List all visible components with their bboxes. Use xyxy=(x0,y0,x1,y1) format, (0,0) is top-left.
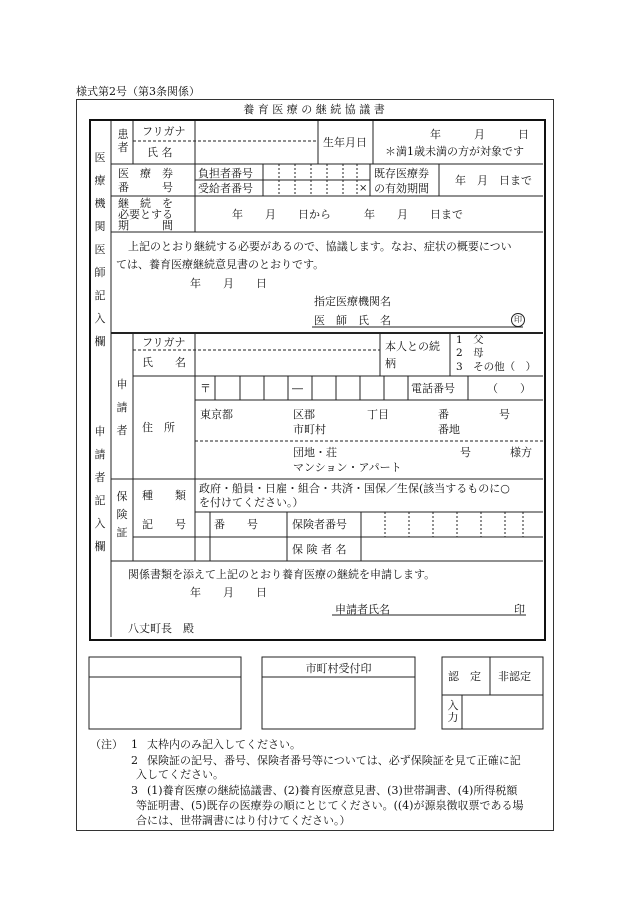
insurance-type-options[interactable]: 政府・船員・日雇・組合・共済・国保／生保(該当するものに○ xyxy=(199,482,510,495)
address-chome: 丁目 xyxy=(367,408,389,421)
patient-furigana-field[interactable] xyxy=(196,122,317,140)
applicant-furigana-field[interactable] xyxy=(196,334,379,349)
applicant-furigana-label: フリガナ xyxy=(142,336,186,349)
phone-value[interactable]: （ ） xyxy=(487,382,531,395)
addressee: 八丈町長 殿 xyxy=(128,622,194,635)
period-label-3: 期 間 xyxy=(118,219,173,232)
existing-ticket-label-2: の有効期間 xyxy=(374,182,429,195)
note-line: 等証明書、(5)既存の医療券の順にとじてください。((4)が源泉徴収票である場 xyxy=(136,799,524,812)
address-mansion: マンション・アパート xyxy=(293,461,402,474)
insurance-label: 保険証 xyxy=(116,490,128,539)
reject-label[interactable]: 非認定 xyxy=(498,670,531,683)
doctor-section-side-label: 医療機関医師記入欄 xyxy=(94,151,106,348)
note-number: 1 xyxy=(131,738,138,751)
ticket-label-2: 番 号 xyxy=(118,181,173,194)
note-number: 3 xyxy=(131,784,138,797)
patient-name-label: 氏 名 xyxy=(147,146,173,159)
applicant-signature-label: 申請者氏名 xyxy=(335,603,390,616)
insurance-number-label: 番 号 xyxy=(214,518,258,531)
note-number: 2 xyxy=(131,754,138,767)
insurer-number-label: 保険者番号 xyxy=(292,518,347,531)
payer-number-label: 負担者番号 xyxy=(198,167,253,180)
address-prefecture: 東京都 xyxy=(200,408,233,421)
phone-label: 電話番号 xyxy=(411,382,455,395)
period-label-1: 継 続 を xyxy=(118,197,173,210)
patient-label: 患者 xyxy=(117,128,129,154)
input-label: 入力 xyxy=(447,699,459,724)
reception-stamp-label: 市町村受付印 xyxy=(305,662,372,675)
period-value[interactable]: 年 月 日から 年 月 日まで xyxy=(232,208,463,221)
relation-label-2: 柄 xyxy=(385,357,396,370)
relation-option-father[interactable]: 1 父 xyxy=(456,334,484,346)
dob-note: ＊満1歳未満の方が対象です xyxy=(385,145,524,158)
request-text: 関係書類を添えて上記のとおり養育医療の継続を申請します。 xyxy=(128,568,436,581)
patient-name-field[interactable] xyxy=(196,142,317,163)
postal-mark: 〒 xyxy=(200,382,211,395)
insurance-type-label: 種 類 xyxy=(142,489,186,502)
address-municipality: 市町村 xyxy=(293,423,326,436)
address-banchi: 番地 xyxy=(438,423,460,436)
insurer-number-field[interactable] xyxy=(362,513,542,536)
doctor-seal-mark: 印 xyxy=(511,313,525,327)
relation-option-other[interactable]: 3 その他（ ） xyxy=(456,361,537,373)
dob-value[interactable]: 年 月 日 xyxy=(430,128,529,141)
note-line: 太枠内のみ記入してください。 xyxy=(147,738,301,751)
doctor-statement-2: ては、養育医療継続意見書のとおりです。 xyxy=(116,258,325,271)
approve-label[interactable]: 認 定 xyxy=(448,670,481,683)
notes-prefix: （注） xyxy=(90,738,123,751)
applicant-seal-mark: 印 xyxy=(514,603,525,616)
relation-label-1: 本人との続 xyxy=(385,340,440,353)
existing-ticket-label-1: 既存医療券 xyxy=(374,167,429,180)
insurance-symbol-label: 記 号 xyxy=(142,518,186,531)
postal-dash: ― xyxy=(292,382,303,395)
existing-ticket-value[interactable]: 年 月 日まで xyxy=(455,174,532,187)
applicant-date[interactable]: 年 月 日 xyxy=(190,586,267,599)
payer-number-field[interactable] xyxy=(264,165,369,179)
note-line: 保険証の記号、番号、保険者番号等については、必ず保険証を見て正確に記 xyxy=(147,754,521,767)
period-label-2: 必要とする xyxy=(118,208,173,221)
insurer-name-field[interactable] xyxy=(362,538,542,560)
recipient-number-field[interactable] xyxy=(264,181,369,195)
doctor-name-label: 医 師 氏 名 xyxy=(314,314,391,327)
address-room: 号 xyxy=(460,446,471,459)
doctor-statement-1: 上記のとおり継続する必要があるので、協議します。なお、症状の概要につい xyxy=(128,240,512,253)
address-care-of: 様方 xyxy=(510,446,532,459)
address-go: 号 xyxy=(499,408,510,421)
applicant-name-field[interactable] xyxy=(196,351,379,375)
note-line: 合には、世帯調書にはり付けてください。） xyxy=(136,814,351,827)
note-line: 入してください。 xyxy=(136,768,224,781)
recipient-number-label: 受給者番号 xyxy=(198,182,253,195)
doctor-date[interactable]: 年 月 日 xyxy=(190,277,267,290)
check-digit-mark: × xyxy=(359,183,368,194)
furigana-label: フリガナ xyxy=(142,125,186,138)
applicant-label: 申請者 xyxy=(116,378,128,437)
insurer-name-label: 保 険 者 名 xyxy=(292,543,347,556)
note-line: (1)養育医療の継続協議書、(2)養育医療意見書、(3)世帯調書、(4)所得税額 xyxy=(147,784,518,797)
relation-option-mother[interactable]: 2 母 xyxy=(456,347,484,359)
applicant-name-label: 氏 名 xyxy=(142,356,186,369)
address-ward: 区郡 xyxy=(293,408,315,421)
page-title: 養 育 医 療 の 継 続 協 議 書 xyxy=(243,103,385,116)
insurance-symbol-field[interactable] xyxy=(134,538,286,560)
address-danchi: 団地・荘 xyxy=(293,446,337,459)
insurance-type-note: を付けてください。） xyxy=(199,496,304,509)
ticket-label-1: 医 療 券 xyxy=(118,167,173,180)
applicant-section-side-label: 申請者記入欄 xyxy=(94,425,106,553)
institution-label: 指定医療機関名 xyxy=(314,295,391,308)
dob-label: 生年月日 xyxy=(323,136,367,149)
form-number: 様式第2号（第3条関係） xyxy=(76,85,200,98)
address-label: 住 所 xyxy=(142,421,175,434)
address-ban: 番 xyxy=(438,408,449,421)
